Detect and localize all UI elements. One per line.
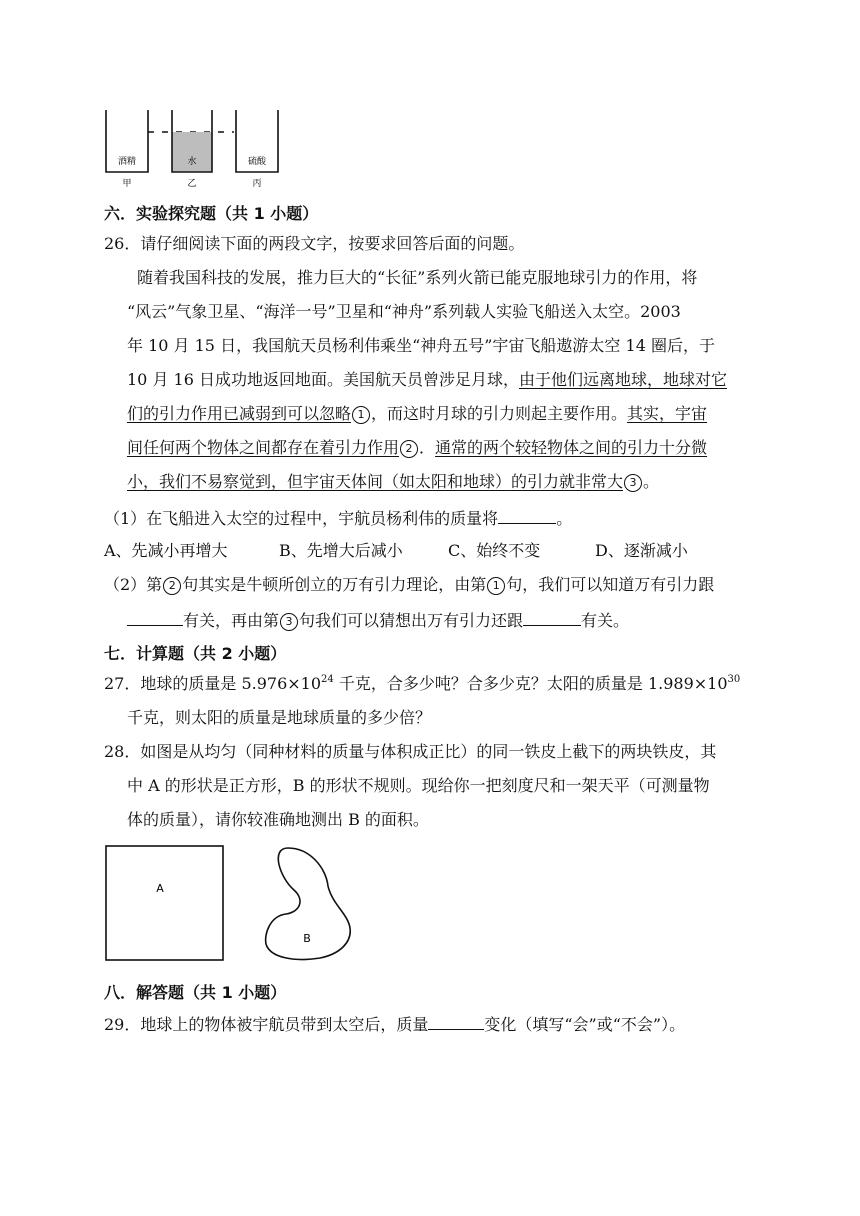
q28-line-1: 28．如图是从均匀（同种材料的质量与体积成正比）的同一铁皮上截下的两块铁皮，其 [104, 742, 717, 761]
q28-line-3: 体的质量），请你较准确地测出 B 的面积。 [127, 810, 429, 829]
q26-sub2-line-2 [127, 609, 629, 631]
beaker-label-alcohol: 酒精 [117, 157, 137, 167]
q26-paragraph-line-4 [127, 370, 727, 390]
q26-paragraph-line-5 [127, 404, 707, 424]
q26-sub2-text-e: 句我们可以猜想出万有引力还跟 [299, 611, 524, 630]
answer-blank-1[interactable] [498, 507, 556, 524]
circled-number-3-ref: 3 [280, 613, 298, 631]
circled-number-1-ref: 1 [487, 577, 505, 595]
beaker-label-water: 水 [187, 157, 197, 167]
beakers-figure [98, 104, 298, 190]
square-shape-a [106, 846, 223, 960]
shapes-figure [100, 840, 360, 966]
q27-line-1 [104, 674, 740, 694]
q26-p7-text: 。 [643, 472, 660, 491]
q26-p4-underlined: 由于他们远离地球，地球对它 [518, 370, 727, 389]
label-b: B [303, 932, 311, 945]
q26-paragraph-line-3: 年 10 月 15 日，我国航天员杨利伟乘坐“神舟五号”宇宙飞船遨游太空 14 圈后，于 [127, 336, 715, 355]
q26-sub1 [104, 507, 572, 529]
q26-p5-underlined-2: 其实，宇宙 [627, 404, 708, 423]
q26-sub2-text-b: 句其实是牛顿所创立的万有引力理论，由第 [182, 575, 487, 594]
answer-blank-4[interactable] [428, 1013, 484, 1030]
q26-option-a: A、先减小再增大 [104, 541, 228, 560]
q26-sub2-text-f: 有关。 [581, 611, 630, 630]
q26-p7-underlined: 小，我们不易察觉到，但宇宙天体间（如太阳和地球）的引力就非常大 [127, 472, 624, 491]
q26-p6-text: ． [419, 438, 436, 457]
beaker-sulfuric [236, 110, 278, 189]
q26-option-c: C、始终不变 [448, 541, 541, 560]
section-heading-7: 七．计算题（共 2 小题） [104, 644, 287, 663]
section-heading-6: 六．实验探究题（共 1 小题） [104, 204, 319, 223]
q26-paragraph-line-2: “风云”气象卫星、“海洋一号”卫星和“神舟”系列载人实验飞船送入太空。2003 [127, 302, 681, 321]
q26-paragraph-line-7 [127, 472, 659, 492]
q26-sub2-text-d: 有关，再由第 [183, 611, 280, 630]
beaker-alcohol [106, 110, 148, 189]
q28-line-2: 中 A 的形状是正方形，B 的形状不规则。现给你一把刻度尺和一架天平（可测量物 [127, 776, 710, 795]
answer-blank-3[interactable] [523, 609, 581, 626]
q26-sub1-end: 。 [556, 509, 573, 528]
beaker-name-jia: 甲 [122, 179, 132, 189]
q26-sub2-text-a: （2）第 [104, 575, 163, 594]
q26-intro: 26．请仔细阅读下面的两段文字，按要求回答后面的问题。 [104, 234, 525, 253]
q26-p5-text: ，而这时月球的引力则起主要作用。 [371, 404, 628, 423]
q26-option-b: B、先增大后减小 [279, 541, 403, 560]
q26-p6-underlined: 间任何两个物体之间都存在着引力作用 [127, 438, 400, 457]
circled-number-1: 1 [352, 406, 370, 424]
q26-sub1-text: （1）在飞船进入太空的过程中，宇航员杨利伟的质量将 [104, 509, 499, 528]
q27-exponent-1: 24 [321, 674, 334, 685]
q29-text-a: 29．地球上的物体被宇航员带到太空后，质量 [104, 1015, 429, 1034]
q27-exponent-2: 30 [727, 674, 741, 685]
label-a: A [156, 882, 164, 895]
circled-number-3: 3 [624, 474, 642, 492]
section-heading-8: 八．解答题（共 1 小题） [104, 983, 287, 1002]
answer-blank-2[interactable] [127, 609, 183, 626]
q26-p4-text: 10 月 16 日成功地返回地面。美国航天员曾涉足月球， [127, 370, 519, 389]
q27-text-a: 27．地球的质量是 5.976×10 [104, 674, 322, 693]
q27-line-2: 千克，则太阳的质量是地球质量的多少倍？ [127, 708, 432, 727]
q26-p5-underlined: 们的引力作用已减弱到可以忽略 [127, 404, 352, 423]
beaker-name-bing: 丙 [252, 179, 262, 189]
q26-p6-underlined-2: 通常的两个较轻物体之间的引力十分微 [435, 438, 708, 457]
q26-paragraph-line-6 [127, 438, 707, 458]
circled-number-2: 2 [400, 440, 418, 458]
beaker-water [172, 110, 212, 189]
circled-number-2-ref: 2 [163, 577, 181, 595]
q26-sub2-line-1 [104, 575, 714, 595]
beaker-name-yi: 乙 [187, 179, 197, 189]
q26-sub2-text-c: 句，我们可以知道万有引力跟 [506, 575, 715, 594]
q29-line [104, 1013, 685, 1035]
q26-paragraph-line-1: 随着我国科技的发展，推力巨大的“长征”系列火箭已能克服地球引力的作用，将 [137, 268, 698, 287]
q29-text-b: 变化（填写“会”或“不会”）。 [484, 1015, 686, 1034]
q26-option-d: D、逐渐减小 [595, 541, 688, 560]
q27-text-b: 千克，合多少吨？合多少克？太阳的质量是 1.989×10 [333, 674, 728, 693]
beaker-label-sulfuric: 硫酸 [247, 157, 267, 167]
